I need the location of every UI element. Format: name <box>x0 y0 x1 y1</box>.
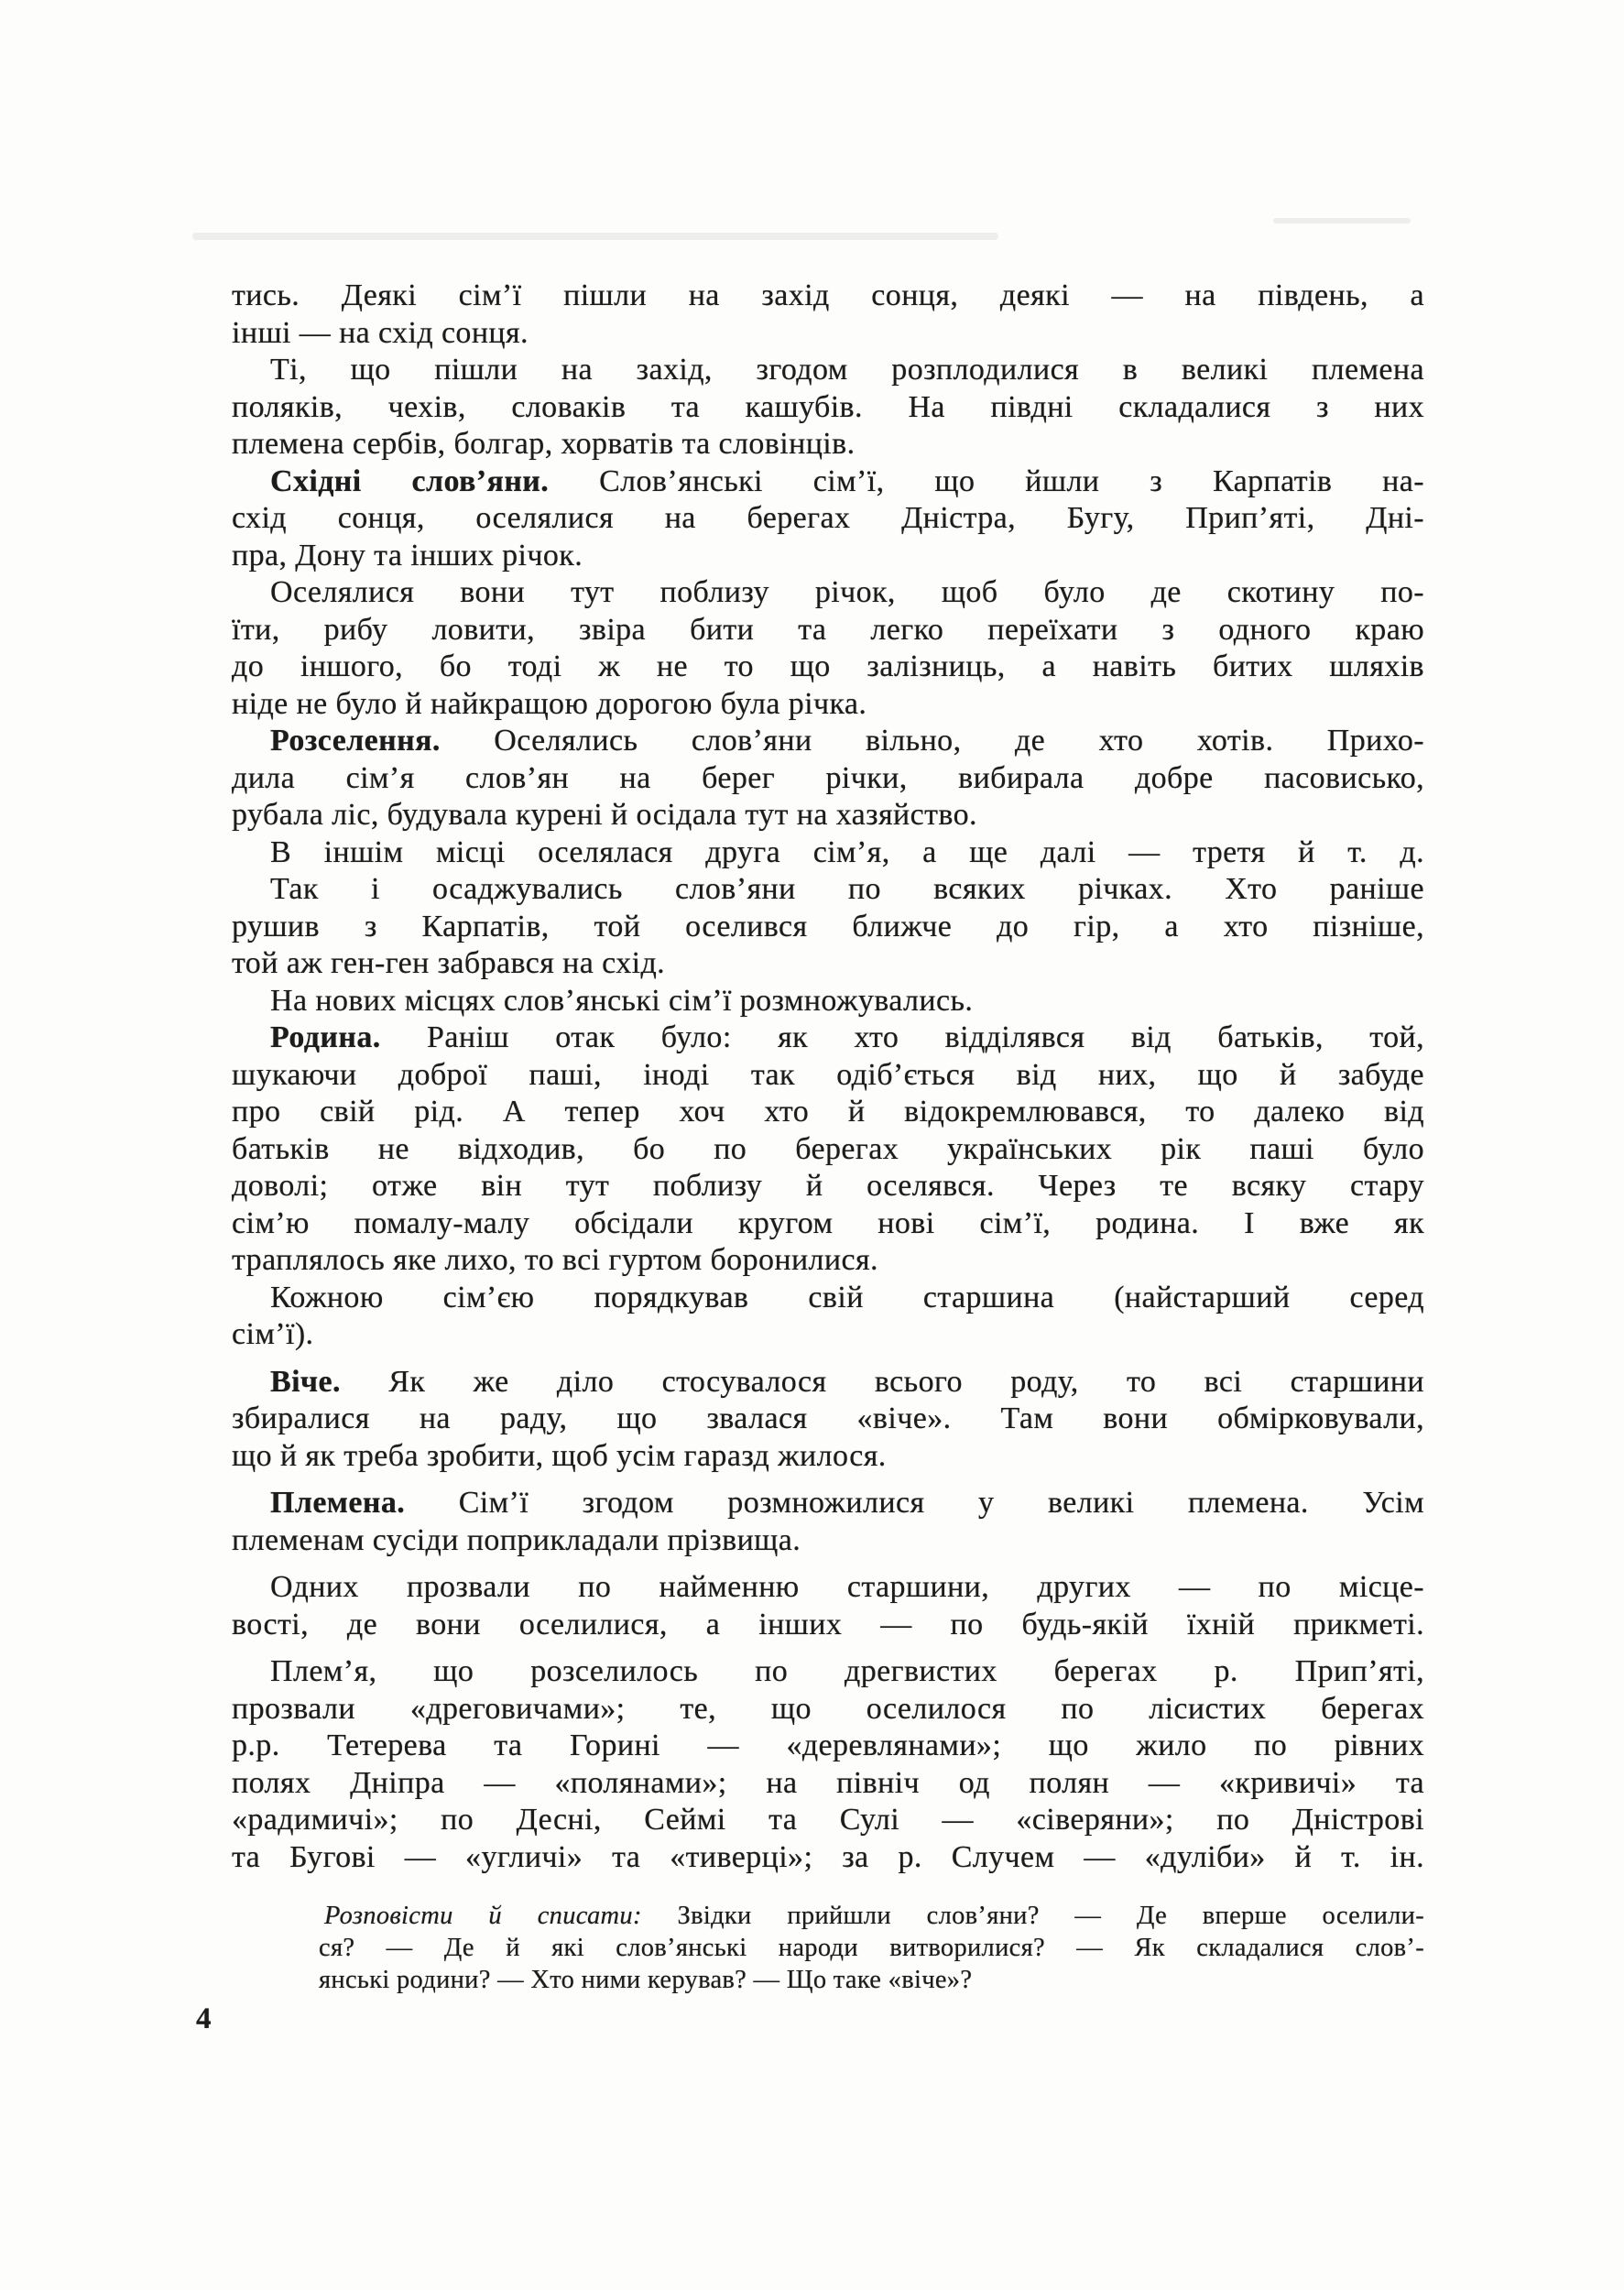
paragraph-13 <box>232 1569 1424 1643</box>
paragraph-3 <box>232 463 1424 575</box>
text-line <box>232 1205 1424 1243</box>
text-line <box>232 426 1424 463</box>
bold-lead-in: Східні слов’яни. <box>270 463 550 498</box>
text-line <box>232 1839 1424 1877</box>
text-line <box>232 1569 1424 1607</box>
text-line <box>232 1316 1424 1354</box>
text-segment: про свій рід. А тепер хоч хто й відокремлювався, то далеко від <box>232 1095 1424 1129</box>
text-line <box>232 500 1424 538</box>
text-segment: В іншім місці оселялася друга сім’я, а ще далі — третя й т. д. <box>270 834 1424 869</box>
text-segment: пра, Дону та інших річок. <box>232 538 583 572</box>
text-line <box>232 278 1424 315</box>
text-segment: Ті, що пішли на захід, згодом розплодилися в великі племена <box>270 353 1424 387</box>
text-line <box>232 1728 1424 1765</box>
text-segment: янські родини? — Хто ними керував? — Що таке «віче»? <box>319 1966 973 1994</box>
text-line <box>232 1020 1424 1057</box>
paragraph-1 <box>232 278 1424 352</box>
text-line <box>232 1094 1424 1131</box>
text-line <box>232 983 1424 1020</box>
bold-lead-in: Племена. <box>270 1486 406 1520</box>
text-segment: шукаючи доброї паші, іноді так одіб’ється від них, що й забуде <box>232 1057 1424 1092</box>
text-segment: батьків не відходив, бо по берегах українських рік паші було <box>232 1131 1424 1166</box>
text-segment: прозвали «дреговичами»; те, що оселилося по лісистих берегах <box>232 1691 1424 1726</box>
text-line <box>232 909 1424 946</box>
text-line <box>319 1964 1424 1996</box>
text-line <box>232 649 1424 686</box>
text-line <box>232 1522 1424 1560</box>
text-line <box>232 612 1424 649</box>
text-line <box>232 686 1424 724</box>
scan-smudge <box>192 233 998 240</box>
paragraph-4 <box>232 574 1424 723</box>
text-line <box>232 760 1424 798</box>
text-segment: тись. Деякі сім’ї пішли на захід сонця, деякі — на південь, а <box>232 278 1424 312</box>
text-line <box>232 1168 1424 1205</box>
text-segment: рубала ліс, будувала курені й осідала тут на хазяйство. <box>232 798 977 832</box>
text-segment: доволі; отже він тут поблизу й оселявся. Через те всяку стару <box>232 1169 1424 1203</box>
bold-lead-in: Родина. <box>270 1020 381 1054</box>
text-segment: Кожною сім’єю порядкував свій старшина (найстарший серед <box>270 1280 1424 1314</box>
text-line <box>232 1438 1424 1476</box>
text-segment: полях Дніпра — «полянами»; на північ од полян — «кривичі» та <box>232 1765 1424 1800</box>
text-line <box>232 538 1424 575</box>
text-segment: той аж ген-ген забрався на схід. <box>232 946 666 980</box>
page-number: 4 <box>196 2002 212 2035</box>
text-segment: траплялось яке лихо, то всі гуртом боронилися. <box>232 1243 878 1277</box>
text-line <box>232 1364 1424 1401</box>
text-segment: Оселялись слов’яни вільно, де хто хотів. Прихо- <box>440 724 1424 758</box>
text-line <box>232 1242 1424 1280</box>
text-segment: р.р. Тетерева та Горині — «деревлянами»; що жило по рівних <box>232 1728 1424 1762</box>
text-segment: Сім’ї згодом розмножилися у великі племена. Усім <box>405 1486 1424 1520</box>
paragraph-2 <box>232 352 1424 463</box>
text-segment: схід сонця, оселялися на берегах Дністра, Бугу, Прип’яті, Дні- <box>232 501 1424 535</box>
bold-lead-in: Віче. <box>270 1364 341 1399</box>
text-segment: Одних прозвали по найменню старшини, других — по місце- <box>270 1570 1424 1604</box>
text-segment: Оселялися вони тут поблизу річок, щоб було де скотину по- <box>270 575 1424 609</box>
text-segment: Слов’янські сім’ї, що йшли з Карпатів на- <box>549 463 1424 498</box>
text-line <box>319 1900 1424 1932</box>
text-line <box>232 574 1424 612</box>
text-line <box>232 1280 1424 1317</box>
text-segment: Звідки прийшли слов’яни? — Де вперше оселили- <box>641 1902 1425 1930</box>
text-line <box>232 834 1424 872</box>
text-line <box>232 1802 1424 1839</box>
text-line <box>232 1653 1424 1691</box>
paragraph-14 <box>232 1653 1424 1876</box>
text-segment: племена сербів, болгар, хорватів та словінців. <box>232 427 856 461</box>
text-segment: та Бугові — «угличі» та «тиверці»; за р. Случем — «дуліби» й т. ін. <box>232 1839 1424 1874</box>
paragraph-5 <box>232 723 1424 834</box>
text-segment: до іншого, бо тоді ж не то що залізниць, а навіть битих шляхів <box>232 649 1424 683</box>
text-segment: поляків, чехів, словаків та кашубів. На півдні складалися з них <box>232 389 1424 424</box>
text-line <box>232 1765 1424 1803</box>
text-segment: «радимичі»; по Десні, Сеймі та Сулі — «сіверяни»; по Дністрові <box>232 1803 1424 1837</box>
paragraph-7 <box>232 871 1424 983</box>
text-segment: збиралися на раду, що звалася «віче». Там вони обмірковували, <box>232 1401 1424 1435</box>
exercise-paragraph <box>319 1900 1424 1996</box>
text-column <box>232 278 1424 1996</box>
text-segment: племенам сусіди поприкладали прізвища. <box>232 1522 801 1557</box>
scan-smudge <box>1273 218 1411 224</box>
text-line <box>232 1131 1424 1169</box>
text-line <box>232 389 1424 427</box>
bold-lead-in: Розселення. <box>270 724 441 758</box>
text-segment: дила сім’я слов’ян на берег річки, вибирала добре пасовисько, <box>232 760 1424 795</box>
text-segment: їти, рибу ловити, звіра бити та легко переїхати з одного краю <box>232 612 1424 647</box>
text-segment: На нових місцях слов’янські сім’ї розмножувались. <box>270 983 974 1018</box>
text-line <box>232 945 1424 983</box>
text-segment: що й як треба зробити, щоб усім гаразд жилося. <box>232 1438 887 1473</box>
text-segment: Як же діло стосувалося всього роду, то всі старшини <box>340 1364 1424 1399</box>
italic-lead-in: Розповісти й списати: <box>324 1902 642 1930</box>
text-segment: ніде не було й найкращою дорогою була річка. <box>232 686 867 721</box>
text-line <box>232 463 1424 501</box>
text-segment: Раніш отак було: як хто відділявся від батьків, той, <box>380 1020 1424 1054</box>
text-line <box>232 1057 1424 1095</box>
text-line <box>232 352 1424 389</box>
text-line <box>319 1932 1424 1964</box>
text-segment: рушив з Карпатів, той оселився ближче до гір, а хто пізніше, <box>232 909 1424 943</box>
paragraph-9 <box>232 1020 1424 1280</box>
text-segment: Так і осаджувались слов’яни по всяких річках. Хто раніше <box>270 872 1424 906</box>
text-segment: сім’ю помалу-малу обсідали кругом нові сім’ї, родина. І вже як <box>232 1205 1424 1240</box>
text-segment: сім’ї). <box>232 1317 314 1351</box>
text-segment: вості, де вони оселилися, а інших — по будь-якій їхній прикметі. <box>232 1607 1424 1641</box>
text-line <box>232 1691 1424 1728</box>
text-line <box>232 1401 1424 1438</box>
paragraph-12 <box>232 1485 1424 1559</box>
text-segment: ся? — Де й які слов’янські народи витворилися? — Як складалися слов’- <box>319 1934 1424 1962</box>
paragraph-6 <box>232 834 1424 872</box>
paragraph-8 <box>232 983 1424 1020</box>
text-line <box>232 1607 1424 1644</box>
paragraph-10 <box>232 1280 1424 1354</box>
text-segment: інші — на схід сонця. <box>232 315 529 350</box>
text-line <box>232 315 1424 353</box>
text-line <box>232 723 1424 760</box>
text-line <box>232 1485 1424 1522</box>
text-line <box>232 797 1424 834</box>
text-segment: Плем’я, що розселилось по дрегвистих берегах р. Прип’яті, <box>270 1654 1424 1688</box>
paragraph-11 <box>232 1364 1424 1476</box>
text-line <box>232 871 1424 909</box>
